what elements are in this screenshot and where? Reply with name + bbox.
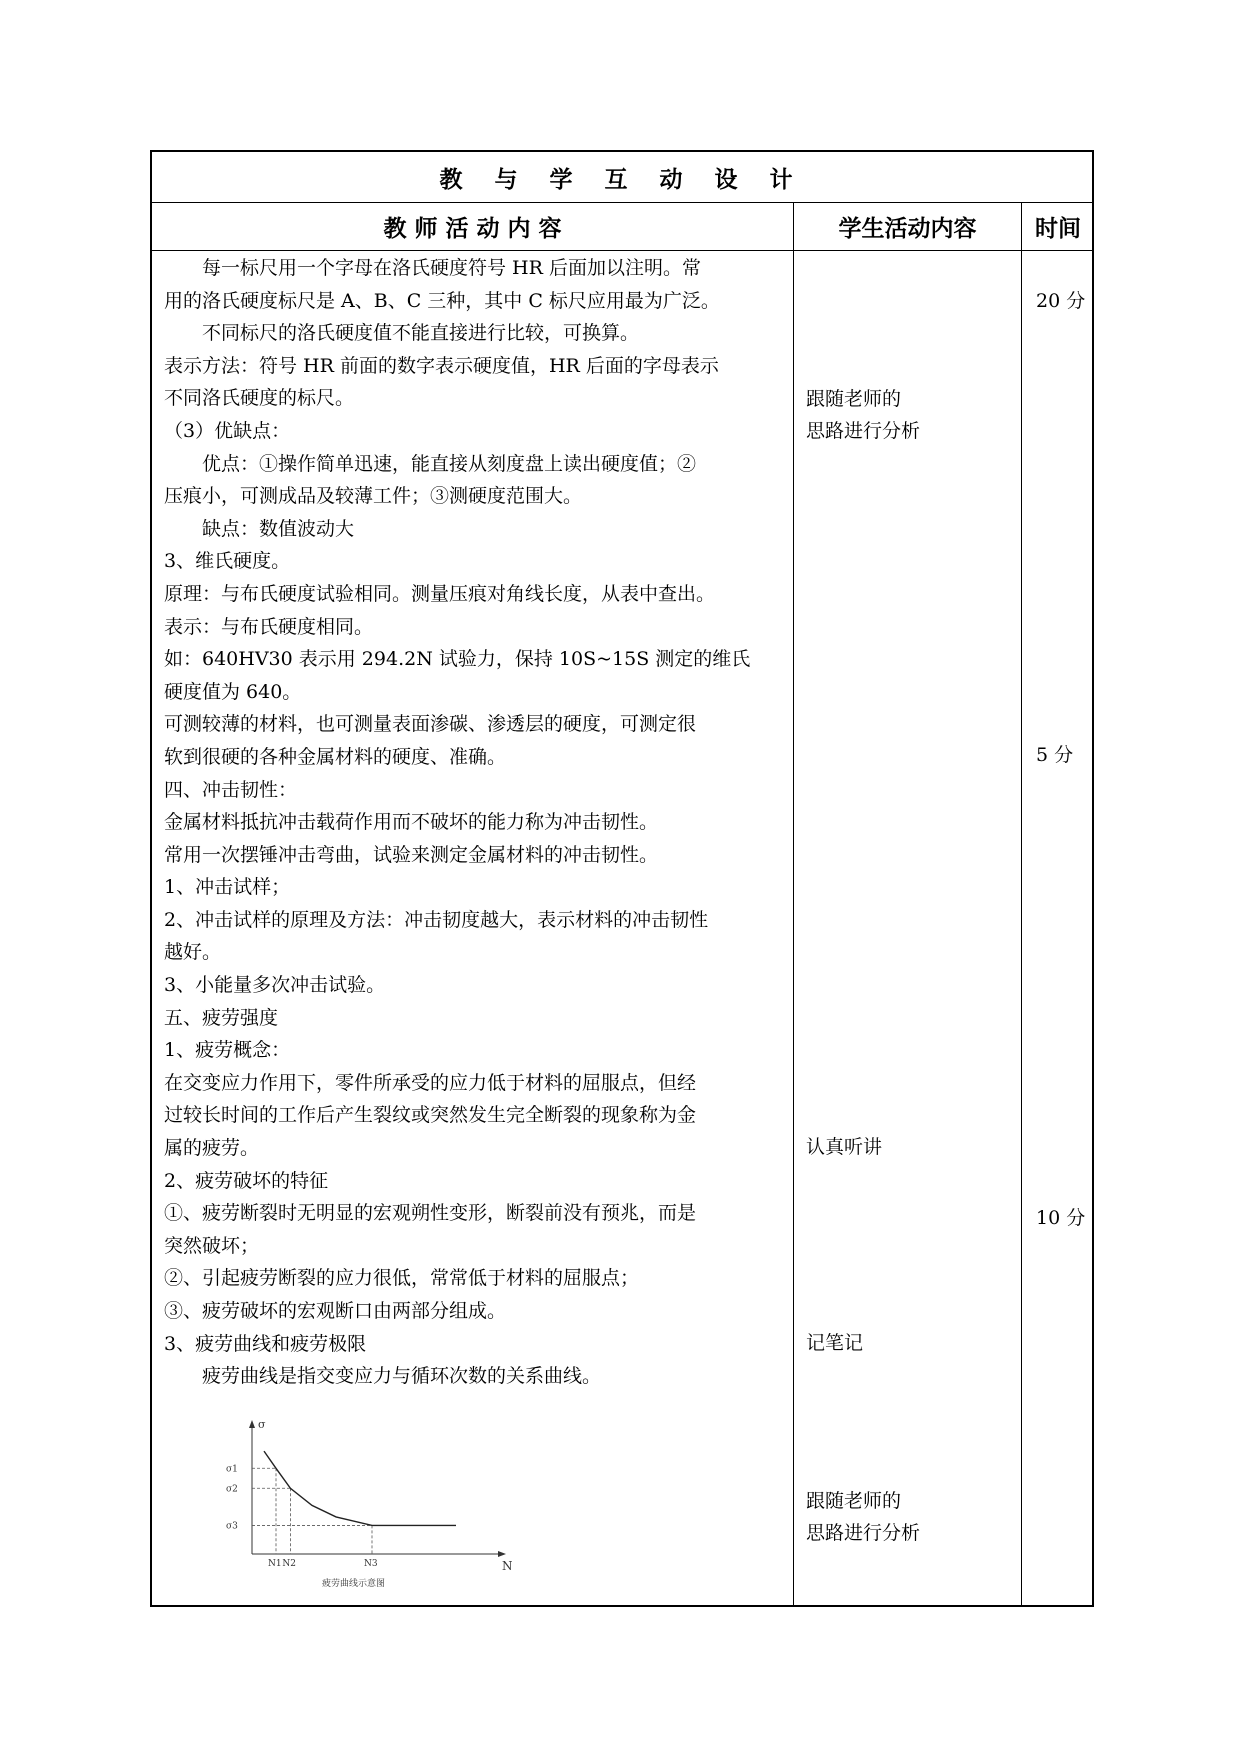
header-teacher: 教 师 活 动 内 容 [383, 214, 562, 242]
divider [793, 202, 794, 1607]
y-tick-label: σ3 [226, 1521, 238, 1532]
student-note: 记笔记 [806, 1332, 864, 1354]
text-line: 2、疲劳破坏的特征 [164, 1169, 329, 1192]
text-line: ①、疲劳断裂时无明显的宏观朔性变形，断裂前没有预兆，而是 [164, 1202, 697, 1225]
text-line: 越好。 [164, 941, 222, 964]
text-line: ②、引起疲劳断裂的应力很低，常常低于材料的屈服点； [164, 1267, 640, 1290]
text-line: 1、冲击试样； [164, 876, 291, 899]
fatigue-curve-chart [222, 1414, 622, 1594]
y-axis-label: σ [258, 1418, 266, 1431]
text-line: 在交变应力作用下，零件所承受的应力低于材料的屈服点，但经 [164, 1071, 697, 1094]
text-line: 优点：①操作简单迅速，能直接从刻度盘上读出硬度值；② [202, 452, 697, 475]
text-line: 缺点：数值波动大 [202, 517, 355, 540]
student-note: 认真听讲 [806, 1136, 883, 1158]
text-line: 不同标尺的洛氏硬度值不能直接进行比较，可换算。 [202, 322, 640, 345]
text-line: 五、疲劳强度 [164, 1006, 279, 1029]
student-note: 跟随老师的 [806, 388, 902, 410]
chart-caption: 疲劳曲线示意图 [322, 1579, 386, 1589]
text-line: 表示：与布氏硬度相同。 [164, 615, 374, 638]
student-note: 思路进行分析 [806, 1522, 921, 1544]
text-line: 常用一次摆锤冲击弯曲，试验来测定金属材料的冲击韧性。 [164, 843, 659, 866]
table-title: 教 与 学 互 动 设 计 [439, 165, 805, 193]
text-line: 疲劳曲线是指交变应力与循环次数的关系曲线。 [202, 1365, 602, 1388]
text-line: 3、小能量多次冲击试验。 [164, 974, 386, 997]
divider [152, 250, 1092, 251]
y-tick-label: σ1 [226, 1464, 238, 1475]
x-tick-label: N2 [282, 1559, 297, 1569]
text-line: 表示方法：符号 HR 前面的数字表示硬度值，HR 后面的字母表示 [164, 354, 719, 377]
text-line: 四、冲击韧性： [164, 778, 298, 801]
fatigue-curve [264, 1451, 456, 1525]
text-line: 每一标尺用一个字母在洛氏硬度符号 HR 后面加以注明。常 [202, 257, 701, 279]
y-tick-label: σ2 [226, 1484, 238, 1495]
time-note: 10 分 [1036, 1207, 1086, 1229]
header-student: 学生活动内容 [838, 214, 977, 242]
text-line: 1、疲劳概念： [164, 1039, 291, 1062]
text-line: 3、疲劳曲线和疲劳极限 [164, 1332, 367, 1355]
text-line: 用的洛氏硬度标尺是 A、B、C 三种，其中 C 标尺应用最为广泛。 [164, 289, 720, 312]
text-line: 不同洛氏硬度的标尺。 [164, 387, 355, 410]
text-line: 3、维氏硬度。 [164, 550, 291, 573]
divider [1021, 202, 1022, 1607]
text-line: 过较长时间的工作后产生裂纹或突然发生完全断裂的现象称为金 [164, 1104, 697, 1127]
time-note: 5 分 [1036, 744, 1074, 766]
text-line: 软到很硬的各种金属材料的硬度、准确。 [164, 745, 507, 768]
student-note: 思路进行分析 [806, 420, 921, 442]
x-axis-label: N [502, 1559, 513, 1573]
time-note: 20 分 [1036, 290, 1086, 312]
text-line: 属的疲劳。 [164, 1137, 260, 1160]
student-note: 跟随老师的 [806, 1490, 902, 1512]
text-line: （3）优缺点： [164, 419, 291, 442]
teacher-activity-content [164, 252, 792, 1393]
text-line: ③、疲劳破坏的宏观断口由两部分组成。 [164, 1300, 507, 1322]
text-line: 金属材料抵抗冲击载荷作用而不破坏的能力称为冲击韧性。 [164, 811, 659, 834]
x-axis-arrow [498, 1551, 506, 1557]
text-line: 2、冲击试样的原理及方法：冲击韧度越大，表示材料的冲击韧性 [164, 908, 709, 931]
y-axis-arrow [249, 1420, 255, 1428]
text-line: 如：640HV30 表示用 294.2N 试验力，保持 10S~15S 测定的维氏 [164, 648, 751, 671]
lesson-table [150, 150, 1094, 1607]
text-line: 可测较薄的材料，也可测量表面渗碳、渗透层的硬度，可测定很 [164, 713, 697, 736]
text-line: 压痕小，可测成品及较薄工件；③测硬度范围大。 [164, 485, 583, 508]
text-line: 硬度值为 640。 [164, 680, 302, 703]
text-line: 原理：与布氏硬度试验相同。测量压痕对角线长度，从表中查出。 [164, 582, 716, 605]
x-tick-label: N3 [364, 1559, 378, 1569]
x-tick-label: N1 [268, 1559, 282, 1569]
text-line: 突然破坏； [164, 1234, 260, 1257]
header-time: 时间 [1035, 214, 1081, 242]
